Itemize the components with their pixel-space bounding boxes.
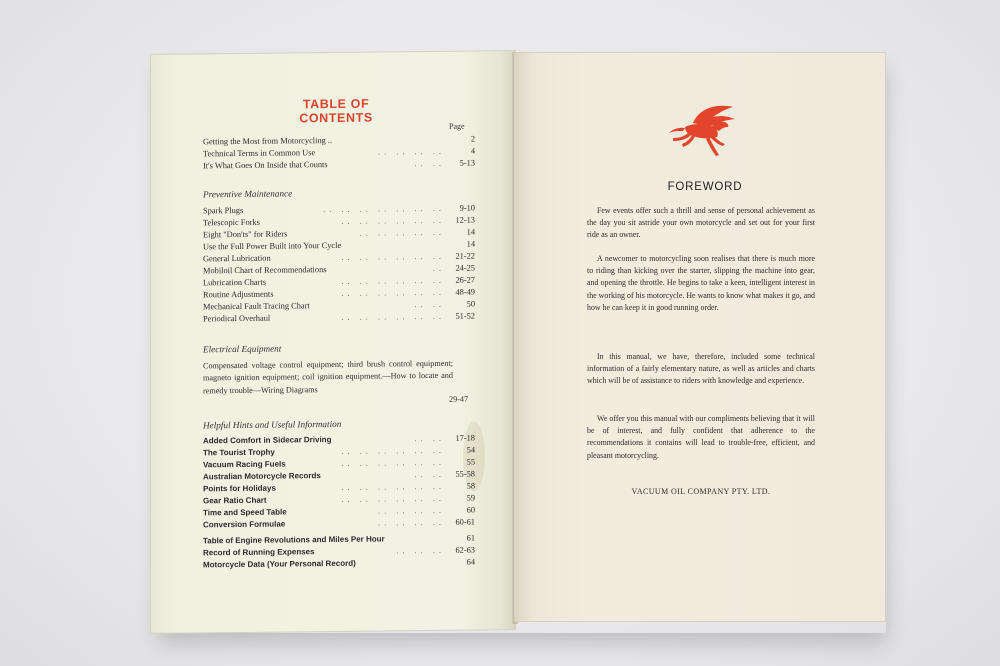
leader-dots: .. .. .. .. .. ..: [341, 287, 445, 298]
toc-item-page: 5-13: [459, 158, 475, 168]
toc-item-label: It's What Goes On Inside that Counts: [203, 160, 328, 171]
toc-item-label: Use the Full Power Built into Your Cycle: [203, 240, 342, 252]
toc-item-page: 58: [466, 481, 475, 491]
leader-dots: .. .. .. .. .. ..: [341, 251, 445, 262]
leader-dots: .. .. .. .. .. ..: [341, 457, 445, 468]
leader-dots: .. .. .. ..: [377, 146, 445, 157]
toc-item-label: Getting the Most from Motorcycling ..: [203, 136, 333, 147]
section-heading: Preventive Maintenance: [203, 188, 293, 200]
toc-item-label: Australian Motorcycle Records: [203, 471, 321, 482]
toc-item: [203, 558, 475, 573]
toc-item-label: Technical Terms in Common Use: [203, 148, 316, 159]
toc-item-label: Motorcycle Data (Your Personal Record): [203, 558, 356, 570]
toc-item-label: Spark Plugs: [203, 205, 244, 216]
leader-dots: .. .. .. .. ..: [359, 227, 445, 238]
leader-dots: .. ..: [414, 469, 445, 480]
toc-item-page: 62-63: [455, 545, 475, 555]
foreword-paragraph: Few events offer such a thrill and sense of personal achievement as the day you sit astride your own motorcycle and set out for your first ride as an owner.: [587, 206, 815, 240]
left-page-contents: [150, 50, 516, 634]
toc-item-page: 9-10: [459, 203, 475, 213]
toc-item-page: 51-52: [455, 311, 475, 321]
toc-item-page: 50: [466, 299, 475, 309]
toc-item-page: 24-25: [455, 263, 475, 273]
toc-item-label: Mechanical Fault Tracing Chart: [203, 301, 310, 312]
foreword-title: FOREWORD: [667, 181, 743, 193]
leader-dots: .. .. .. .. .. ..: [341, 493, 445, 504]
toc-item-page: 64: [466, 557, 475, 567]
toc-item-page: 29-47: [449, 394, 469, 404]
right-page-foreword: [514, 52, 886, 622]
foreword-paragraph: We offer you this manual with our compliments believing that it will be of interest, and fully confident that adherence to the recommendations it contains will lead to trouble-free, efficient, and pleasant motorcycling.: [587, 414, 815, 460]
toc-item-page: 14: [466, 239, 475, 249]
toc-title: TABLE OF CONTENTS: [299, 96, 373, 126]
toc-page-header: Page: [449, 121, 465, 131]
toc-item-label: Vacuum Racing Fuels: [203, 459, 286, 470]
toc-item-page: 48-49: [455, 287, 475, 297]
toc-item-label: Telescopic Forks: [203, 217, 260, 228]
toc-item-page: 12-13: [455, 215, 475, 225]
leader-dots: .. .. .. .. .. ..: [341, 481, 445, 492]
toc-item-page: 54: [466, 445, 475, 455]
toc-item-label: Gear Ratio Chart: [203, 495, 267, 506]
toc-item-page: 26-27: [455, 275, 475, 285]
toc-item-label: Lubrication Charts: [203, 277, 267, 288]
toc-item-label: Time and Speed Table: [203, 507, 287, 518]
leader-dots: .. .. ..: [396, 545, 445, 556]
leader-dots: .. .. .. ..: [377, 517, 445, 528]
toc-item-label: Mobiloil Chart of Recommendations: [203, 265, 327, 276]
toc-item: [203, 159, 475, 174]
leader-dots: .. .. .. .. .. ..: [341, 275, 445, 286]
toc-item-page: 17-18: [455, 433, 475, 443]
foreword-paragraph: In this manual, we have, therefore, included some technical information of a fairly elementary nature, as well as articles and charts which will be of assistance to riders with knowledge and experience.: [587, 352, 815, 386]
toc-item-label: General Lubrication: [203, 253, 271, 264]
toc-item: [203, 518, 475, 533]
pegasus-icon: [663, 101, 741, 159]
toc-item-page: 2: [470, 134, 475, 144]
toc-item-label: Routine Adjustments: [203, 289, 274, 300]
company-signature: VACUUM OIL COMPANY PTY. LTD.: [631, 487, 771, 496]
toc-item-page: 60: [466, 505, 475, 515]
toc-item-page: 60-61: [455, 517, 475, 527]
toc-item-page: 14: [466, 227, 475, 237]
toc-item-label: Periodical Overhaul: [203, 313, 271, 324]
toc-item: [203, 312, 475, 327]
toc-item-label: Points for Holidays: [203, 483, 276, 494]
leader-dots: .. .. .. .. .. ..: [341, 215, 445, 226]
leader-dots: .. ..: [414, 299, 445, 310]
toc-item-page: 59: [466, 493, 475, 503]
toc-item-page: 55: [466, 457, 475, 467]
leader-dots: .. .. .. .. .. .. ..: [323, 203, 445, 215]
leader-dots: .. .. .. .. .. ..: [341, 445, 445, 456]
section-heading: Helpful Hints and Useful Information: [203, 418, 342, 431]
leader-dots: .. .. .. ..: [377, 505, 445, 516]
leader-dots: .. ..: [414, 158, 445, 169]
toc-item-page: 4: [470, 146, 475, 156]
leader-dots: .. ..: [414, 433, 445, 444]
toc-item-label: Added Comfort in Sidecar Driving: [203, 435, 332, 446]
toc-item-page: 61: [466, 533, 475, 543]
leader-dots: ..: [432, 263, 445, 273]
toc-item-label: Conversion Formulae: [203, 519, 286, 530]
toc-item-label: Record of Running Expenses: [203, 547, 315, 558]
toc-item-page: 21-22: [455, 251, 475, 261]
toc-item-page: 55-58: [455, 469, 475, 479]
leader-dots: .. .. .. .. .. ..: [341, 311, 445, 322]
toc-item-label: Eight "Don'ts" for Riders: [203, 229, 288, 240]
foreword-paragraph: A newcomer to motorcycling soon realises that there is much more to riding than kicking over the starter, slipping the machine into gear, and opening the throttle. He begins to take a keen, intelligent interest in the working of his motorcycle. He wants to know what makes it go, and how he can keep it in good running order.: [587, 254, 815, 312]
electrical-paragraph: Compensated voltage control equipment; third brush control equipment; magneto ignition equipment; coil ignition equipment.—How to locate and remedy trouble—Wiring Diagrams: [203, 358, 453, 396]
toc-item-label: Table of Engine Revolutions and Miles Per Hour: [203, 534, 385, 546]
toc-item-label: The Tourist Trophy: [203, 447, 275, 458]
section-heading: Electrical Equipment: [203, 343, 282, 355]
